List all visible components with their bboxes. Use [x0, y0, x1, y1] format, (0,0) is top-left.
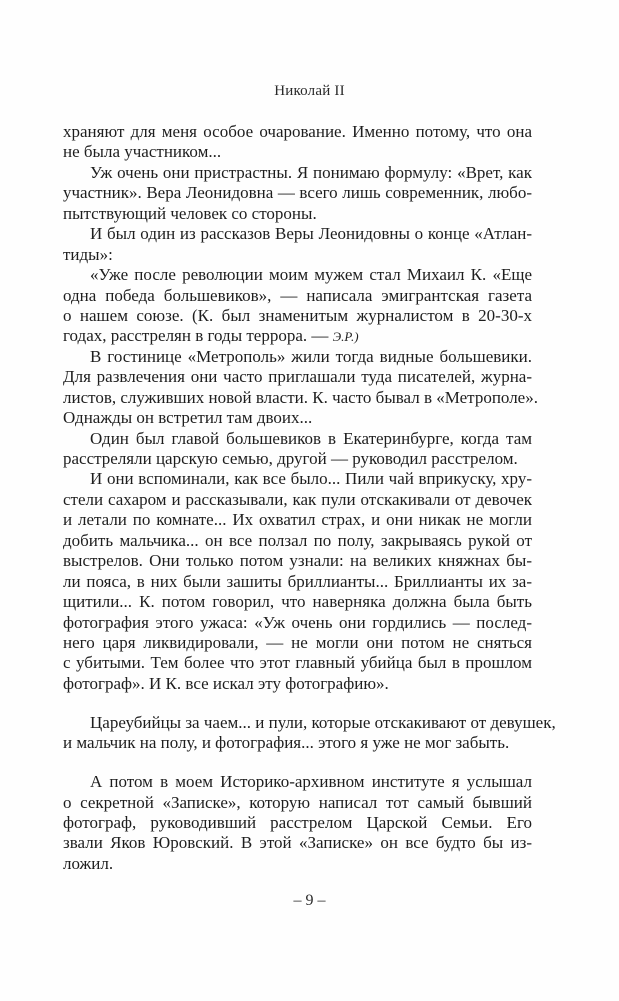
text-line: И они вспоминали, как все было... Пили чай вприкуску, хру-: [90, 469, 532, 489]
text-line: Для развлечения они часто приглашали туда писателей, журна-: [63, 367, 532, 387]
text-line: с убитыми. Тем более что этот главный убийца был в прошлом: [63, 653, 532, 673]
paragraph: [63, 429, 532, 470]
text-line: одна победа большевиков», — написала эмигрантская газета: [63, 285, 532, 305]
paragraph: [63, 346, 538, 429]
section-break: [63, 754, 532, 773]
text-line: фотограф, руководивший расстрелом Царской Семьи. Его: [63, 813, 532, 832]
text-line: фотограф». И К. все искал эту фотографию».: [63, 673, 389, 693]
text-line: листов, служивших новой власти. К. часто бывал в «Метрополе».: [63, 387, 538, 407]
text-line: А потом в моем Историко-архивном институте я услышал: [90, 772, 532, 792]
text-line: Один был главой большевиков в Екатеринбурге, когда там: [90, 428, 532, 448]
text-line: фотография этого ужаса: «Уж очень они гордились — послед-: [63, 612, 532, 632]
text-line: расстреляли царскую семью, другой — руководил расстрелом.: [63, 449, 518, 468]
text-line: тиды»:: [63, 244, 113, 264]
text-line: щитили... К. потом говорил, что наверняка должна была быть: [63, 592, 532, 612]
paragraph: [63, 122, 532, 163]
text-line: и летали по комнате... Их охватил страх, и они никак не могли: [63, 510, 532, 530]
text-line: Однажды он встретил там двоих...: [63, 408, 313, 428]
page-number: – 9 –: [293, 892, 326, 909]
paragraph: [63, 712, 556, 754]
text-line: храняют для меня особое очарование. Именно потому, что она: [63, 122, 532, 141]
text-line: годах, расстрелян в годы террора. — Э.Р.): [63, 326, 359, 346]
text-line: пытствующий человек со стороны.: [63, 203, 317, 223]
paragraph: [63, 772, 532, 874]
text-line: ли пояса, в них были зашиты бриллианты... Бриллианты их за-: [63, 571, 532, 591]
body-text: [63, 122, 556, 874]
text-line: ложил.: [63, 853, 114, 873]
paragraph: [63, 469, 532, 694]
paragraph: [63, 163, 532, 224]
paragraph: [63, 265, 532, 347]
section-break: [63, 694, 532, 713]
text-line: участник». Вера Леонидовна — всего лишь современник, любо-: [63, 183, 532, 203]
text-line: добить мальчика... он все ползал по полу, закрываясь рукой от: [63, 530, 532, 550]
text-line: стели сахаром и рассказывали, как пули отскакивали от девочек: [63, 489, 532, 509]
text-line: о секретной «Записке», которую написал тот самый бывший: [63, 792, 532, 812]
text-line: В гостинице «Метрополь» жили тогда видные большевики.: [90, 346, 532, 366]
editor-initials: Э.Р.): [332, 329, 359, 345]
text-line: него царя ликвидировали, — не могли они потом не сняться: [63, 632, 532, 652]
text-line: и мальчик на полу, и фотография... этого я уже не мог забыть.: [63, 733, 510, 753]
paragraph: [63, 224, 532, 265]
text-line: И был один из рассказов Веры Леонидовны о конце «Атлан-: [90, 224, 532, 244]
text-line: Уж очень они пристрастны. Я понимаю формулу: «Врет, как: [90, 162, 532, 182]
text-line: не была участником...: [63, 142, 222, 162]
text-line: «Уже после революции моим мужем стал Михаил К. «Еще: [90, 265, 532, 285]
running-head: Николай II: [274, 83, 345, 99]
text-line: Цареубийцы за чаем... и пули, которые отскакивают от девушек,: [90, 712, 556, 732]
text-line: о нашем союзе. (К. был знаменитым журналистом в 20-30-х: [63, 305, 532, 325]
text-line: звали Яков Юровский. В этой «Записке» он все будто бы из-: [63, 833, 532, 853]
text-line: выстрелов. Они только потом узнали: на великих княжнах бы-: [63, 551, 532, 571]
